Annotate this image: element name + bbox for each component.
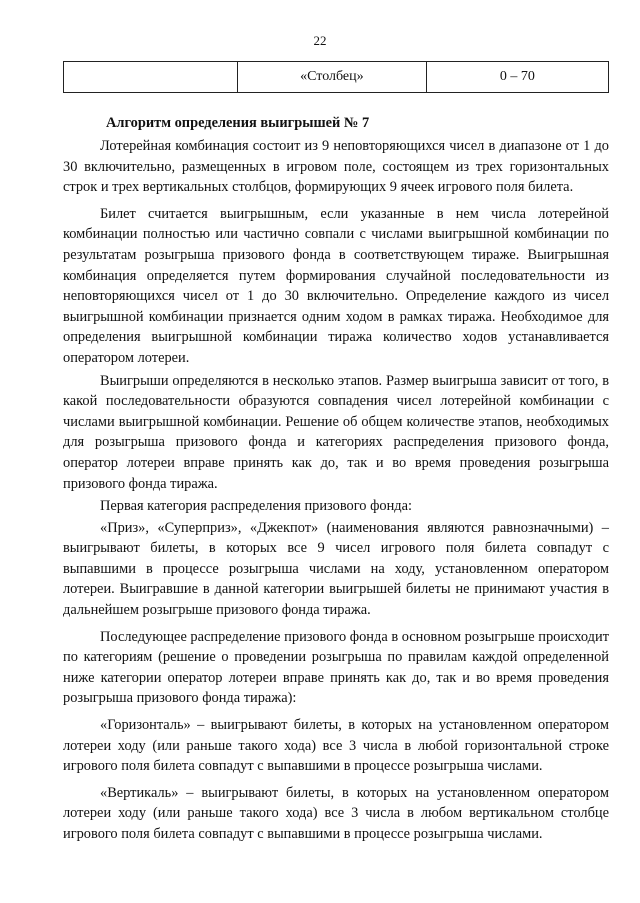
paragraph: «Вертикаль» – выигрывают билеты, в которых на установленном оператором лотереи ходу (или раньше такого хода) все 3 числа в любом вертикальном столбце игрового поля билета совпадут с выпавшими в процессе розыгрыша числами.: [63, 784, 609, 842]
paragraph: Лотерейная комбинация состоит из 9 неповторяющихся чисел в диапазоне от 1 до 30 включительно, размещенных в игровом поле, состоящем из трех горизонтальных строк и трех вертикальных столбцов, формирующих 9 ячеек игрового поля билета.: [63, 138, 609, 196]
section-heading: Алгоритм определения выигрышей № 7: [106, 115, 370, 131]
body-text: [63, 113, 609, 847]
table-cell: «Столбец»: [237, 62, 426, 93]
paragraph: Первая категория распределения призового фонда:: [100, 498, 413, 515]
paragraph: Последующее распределение призового фонда в основном розыгрыше происходит по категориям (решение о проведении розыгрыша по правилам каждой определенной ниже категории оператор лотереи вправе принять как до, так и во время проведения розыгрыша призового фонда тиража):: [63, 628, 609, 707]
paragraph: «Горизонталь» – выигрывают билеты, в которых на установленном оператором лотереи ходу (или раньше такого хода) все 3 числа в любой горизонтальной строке игрового поля билета совпадут с выпавшими в процессе розыгрыша числами.: [63, 717, 609, 775]
table-fragment: [63, 61, 609, 93]
paragraph: Выигрыши определяются в несколько этапов. Размер выигрыша зависит от того, в какой последовательности образуются совпадения чисел лотерейной комбинации с числами выигрышной комбинации. Решение об общем количестве этапов, необходимых для розыгрыша призового фонда и категориях распределения призового фонда, оператор лотереи вправе принять как до, так и во время проведения розыгрыша призового фонда тиража.: [63, 372, 609, 492]
paragraph: Билет считается выигрышным, если указанные в нем числа лотерейной комбинации полностью или частично совпали с числами выигрышной комбинации по результатам розыгрыша призового фонда в соответствующем тираже. Выигрышная комбинация определяется путем формирования случайной последовательности из неповторяющихся чисел от 1 до 30 включительно. Определение каждого из чисел выигрышной комбинации признается одним ходом в рамках тиража. Необходимое для определения выигрышной комбинации тиража количество ходов устанавливается оператором лотереи.: [63, 205, 609, 366]
table-cell: 0 – 70: [426, 62, 608, 93]
table-cell: [64, 62, 238, 93]
page-number: 22: [313, 33, 327, 48]
paragraph: «Приз», «Суперприз», «Джекпот» (наименования являются равнозначными) – выигрывают билеты, в которых все 9 чисел игрового поля билета совпадут с выпавшими в процессе розыгрыша числами на ходу, установленном оператором лотереи. Выигравшие в данной категории выигрышей билеты не принимают участия в дальнейшем розыгрыше призового фонда тиража.: [63, 519, 609, 619]
table-row: [64, 62, 609, 93]
